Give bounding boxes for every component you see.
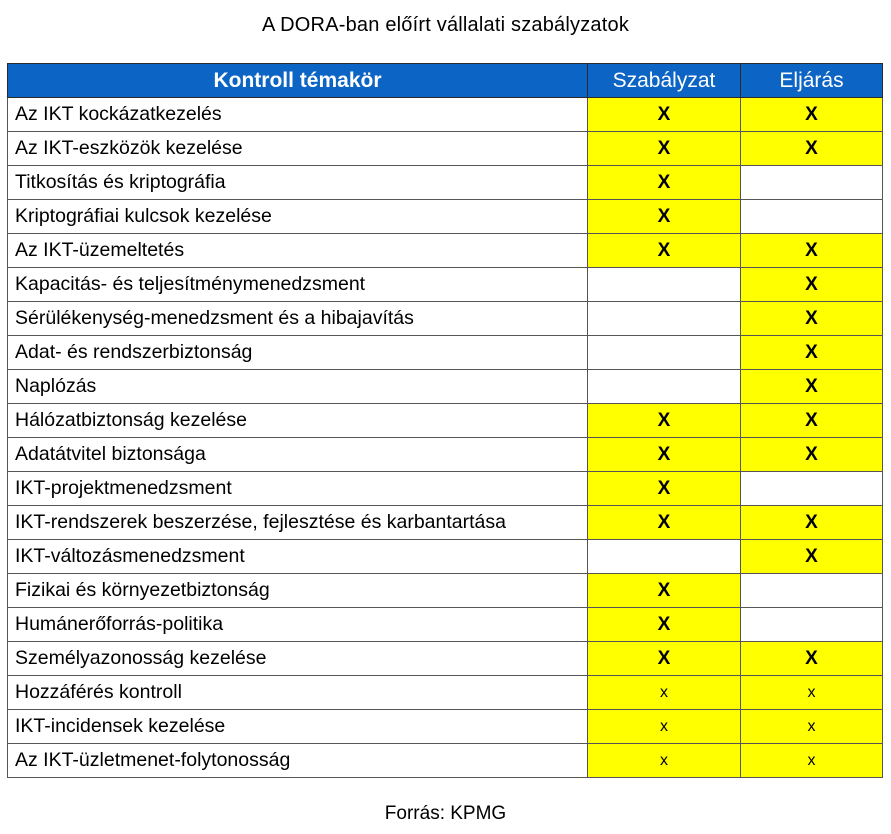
table-row — [8, 370, 883, 404]
table-row — [8, 98, 883, 132]
header-policy: Szabályzat — [588, 64, 741, 98]
row-label: Az IKT-eszközök kezelése — [8, 132, 588, 166]
row-label: Fizikai és környezetbiztonság — [8, 574, 588, 608]
table-row — [8, 642, 883, 676]
procedure-cell: X — [741, 302, 883, 336]
header-topic: Kontroll témakör — [8, 64, 588, 98]
policy-cell: X — [588, 98, 741, 132]
procedure-cell: X — [741, 642, 883, 676]
source-note: Forrás: KPMG — [384, 803, 507, 824]
table-row — [8, 574, 883, 608]
policy-cell: X — [588, 132, 741, 166]
procedure-cell — [741, 166, 883, 200]
table-row — [8, 302, 883, 336]
row-label: Kapacitás- és teljesítménymenedzsment — [8, 268, 588, 302]
procedure-cell — [741, 200, 883, 234]
row-label: Adat- és rendszerbiztonság — [8, 336, 588, 370]
policy-cell: x — [588, 676, 741, 710]
procedure-cell: X — [741, 132, 883, 166]
policy-cell: X — [588, 404, 741, 438]
policy-cell: X — [588, 574, 741, 608]
policy-cell: X — [588, 200, 741, 234]
policy-cell — [588, 540, 741, 574]
table-row — [8, 676, 883, 710]
procedure-cell: x — [741, 744, 883, 778]
dora-policy-table — [7, 63, 883, 778]
table-row — [8, 608, 883, 642]
policy-cell: X — [588, 608, 741, 642]
row-label: IKT-projektmenedzsment — [8, 472, 588, 506]
row-label: Hozzáférés kontroll — [8, 676, 588, 710]
table-row — [8, 234, 883, 268]
procedure-cell: X — [741, 370, 883, 404]
table-row — [8, 132, 883, 166]
policy-cell: x — [588, 710, 741, 744]
procedure-cell: X — [741, 438, 883, 472]
row-label: IKT-változásmenedzsment — [8, 540, 588, 574]
procedure-cell: X — [741, 234, 883, 268]
table-row — [8, 438, 883, 472]
row-label: Hálózatbiztonság kezelése — [8, 404, 588, 438]
policy-cell — [588, 370, 741, 404]
procedure-cell: X — [741, 98, 883, 132]
row-label: Kriptográfiai kulcsok kezelése — [8, 200, 588, 234]
table-row — [8, 506, 883, 540]
procedure-cell: X — [741, 540, 883, 574]
table-row — [8, 404, 883, 438]
procedure-cell — [741, 608, 883, 642]
procedure-cell: X — [741, 506, 883, 540]
table-row — [8, 710, 883, 744]
table-body — [8, 98, 883, 778]
procedure-cell — [741, 472, 883, 506]
procedure-cell: X — [741, 268, 883, 302]
policy-cell: X — [588, 166, 741, 200]
row-label: Az IKT-üzemeltetés — [8, 234, 588, 268]
row-label: Humánerőforrás-politika — [8, 608, 588, 642]
policy-cell — [588, 302, 741, 336]
row-label: Az IKT kockázatkezelés — [8, 98, 588, 132]
table-row — [8, 540, 883, 574]
policy-cell: x — [588, 744, 741, 778]
policy-cell: X — [588, 438, 741, 472]
policy-cell: X — [588, 506, 741, 540]
table-row — [8, 336, 883, 370]
procedure-cell: x — [741, 676, 883, 710]
table-row — [8, 166, 883, 200]
row-label: Sérülékenység-menedzsment és a hibajavítás — [8, 302, 588, 336]
procedure-cell — [741, 574, 883, 608]
policy-cell — [588, 336, 741, 370]
policy-cell: X — [588, 472, 741, 506]
row-label: Adatátvitel biztonsága — [8, 438, 588, 472]
procedure-cell: x — [741, 710, 883, 744]
row-label: Az IKT-üzletmenet-folytonosság — [8, 744, 588, 778]
procedure-cell: X — [741, 336, 883, 370]
row-label: Naplózás — [8, 370, 588, 404]
header-procedure: Eljárás — [741, 64, 883, 98]
table-header-row — [8, 64, 883, 98]
row-label: Titkosítás és kriptográfia — [8, 166, 588, 200]
policy-cell: X — [588, 642, 741, 676]
row-label: IKT-incidensek kezelése — [8, 710, 588, 744]
table-row — [8, 472, 883, 506]
policy-cell — [588, 268, 741, 302]
table-row — [8, 200, 883, 234]
row-label: IKT-rendszerek beszerzése, fejlesztése és karbantartása — [8, 506, 588, 540]
policy-cell: X — [588, 234, 741, 268]
row-label: Személyazonosság kezelése — [8, 642, 588, 676]
page-title: A DORA-ban előírt vállalati szabályzatok — [261, 14, 630, 36]
table-row — [8, 744, 883, 778]
table-row — [8, 268, 883, 302]
procedure-cell: X — [741, 404, 883, 438]
